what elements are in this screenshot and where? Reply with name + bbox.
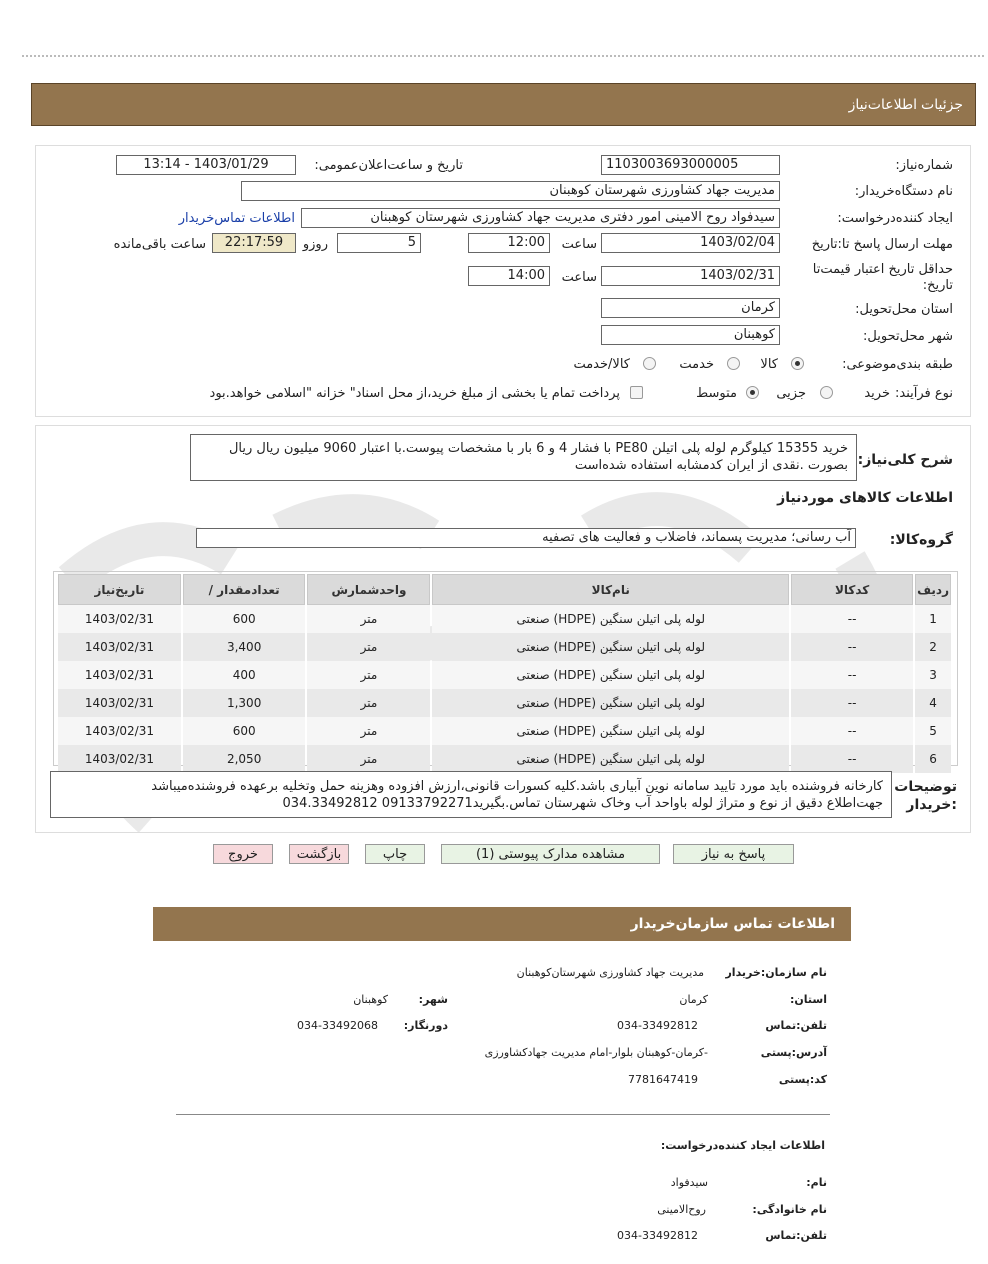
contact-city-value: کوهبنان bbox=[353, 993, 388, 1006]
province-label: استان محل‌تحویل: bbox=[855, 302, 953, 317]
description-line-2: بصورت .نقدی از ایران کدمشابه استفاده شده‌است bbox=[574, 458, 848, 473]
need-number-field: 1103003693000005 bbox=[601, 155, 780, 175]
item-code: -- bbox=[791, 689, 913, 717]
reply-time-label: ساعت bbox=[561, 237, 597, 252]
print-button[interactable]: چاپ bbox=[365, 844, 425, 864]
item-date: 1403/02/31 bbox=[58, 605, 181, 633]
category-radio-goods[interactable] bbox=[791, 357, 804, 370]
tab-need-info[interactable]: اطلاعات‌نیاز bbox=[848, 97, 917, 113]
item-quantity: 600 bbox=[183, 717, 306, 745]
announce-label: تاریخ و ساعت‌اعلان‌عمومی: bbox=[314, 158, 463, 173]
col-date-header: تاریخ‌نیاز bbox=[58, 574, 181, 605]
col-qty-header: تعدادمقدار / bbox=[183, 574, 306, 605]
item-unit: متر bbox=[307, 689, 430, 717]
item-name: لوله پلی اتیلن سنگین (HDPE) صنعتی bbox=[432, 605, 789, 633]
col-name-header: نام‌کالا bbox=[432, 574, 789, 605]
announce-field: 1403/01/29 - 13:14 bbox=[116, 155, 296, 175]
row-number: 2 bbox=[915, 633, 951, 661]
item-quantity: 600 bbox=[183, 605, 306, 633]
reply-date-field: 1403/02/04 bbox=[601, 233, 780, 253]
buyer-notes-label-1: توضیحات bbox=[894, 779, 957, 795]
contact-title-bar bbox=[153, 907, 851, 941]
items-table bbox=[56, 574, 953, 773]
table-row bbox=[58, 745, 951, 773]
item-code: -- bbox=[791, 633, 913, 661]
item-name: لوله پلی اتیلن سنگین (HDPE) صنعتی bbox=[432, 661, 789, 689]
item-code: -- bbox=[791, 745, 913, 773]
table-row bbox=[58, 633, 951, 661]
description-box bbox=[190, 434, 857, 481]
item-quantity: 400 bbox=[183, 661, 306, 689]
item-quantity: 3,400 bbox=[183, 633, 306, 661]
item-date: 1403/02/31 bbox=[58, 717, 181, 745]
view-attachments-button[interactable]: مشاهده مدارک پیوستی (1) bbox=[441, 844, 660, 864]
item-unit: متر bbox=[307, 717, 430, 745]
treasury-checkbox[interactable] bbox=[630, 386, 643, 399]
contact-postal-value: 7781647419 bbox=[628, 1073, 698, 1086]
creator-name-label: نام: bbox=[806, 1176, 827, 1189]
item-date: 1403/02/31 bbox=[58, 633, 181, 661]
item-code: -- bbox=[791, 717, 913, 745]
contact-province-label: استان: bbox=[790, 993, 827, 1006]
row-number: 6 bbox=[915, 745, 951, 773]
creator-phone-value: 034-33492812 bbox=[617, 1229, 698, 1242]
contact-province-value: کرمان bbox=[679, 993, 708, 1006]
col-row-header: ردیف bbox=[915, 574, 951, 605]
creator-phone-label: تلفن:تماس bbox=[765, 1229, 827, 1242]
reply-deadline-label: مهلت ارسال پاسخ تا:تاریخ bbox=[811, 237, 953, 252]
item-unit: متر bbox=[307, 745, 430, 773]
buyer-org-field: مدیریت جهاد کشاورزی شهرستان کوهبنان bbox=[241, 181, 780, 201]
category-service-label: خدمت bbox=[679, 357, 714, 372]
reply-button[interactable]: پاسخ به نیاز bbox=[673, 844, 794, 864]
row-number: 5 bbox=[915, 717, 951, 745]
reply-time-field: 12:00 bbox=[468, 233, 550, 253]
item-date: 1403/02/31 bbox=[58, 689, 181, 717]
category-label: طبقه بندی‌موضوعی: bbox=[842, 357, 953, 372]
buyer-notes-box bbox=[50, 771, 892, 818]
city-field: کوهبنان bbox=[601, 325, 780, 345]
col-code-header: کدکالا bbox=[791, 574, 913, 605]
category-goods-label: کالا bbox=[760, 357, 778, 372]
need-number-label: شماره‌نیاز: bbox=[895, 158, 953, 173]
contact-phone-label: تلفن:تماس bbox=[765, 1019, 827, 1032]
item-quantity: 2,050 bbox=[183, 745, 306, 773]
table-row bbox=[58, 605, 951, 633]
remaining-label: ساعت باقی‌مانده bbox=[113, 237, 206, 252]
contact-city-label: شهر: bbox=[418, 993, 448, 1006]
contact-title: اطلاعات تماس سازمان‌خریدار bbox=[630, 916, 835, 932]
buyer-notes-line-2: جهت‌اطلاع دقیق از نوع و متراژ لوله باواحد آب وخاک شهرستان تماس.بگیرید09133792271 034.33492812 bbox=[282, 796, 883, 811]
category-radio-service[interactable] bbox=[727, 357, 740, 370]
category-goods-service-label: کالا/خدمت bbox=[573, 357, 630, 372]
item-unit: متر bbox=[307, 633, 430, 661]
creator-family-value: روح‌الامینی bbox=[657, 1203, 706, 1216]
buyer-org-label: نام دستگاه‌خریدار: bbox=[854, 184, 953, 199]
row-number: 1 bbox=[915, 605, 951, 633]
creator-name-value: سیدفواد bbox=[670, 1176, 708, 1189]
creator-label: ایجاد کننده‌درخواست: bbox=[837, 211, 953, 226]
header-bar bbox=[31, 83, 976, 126]
validity-label-2: تاریخ: bbox=[922, 278, 953, 293]
remaining-time-field: 22:17:59 bbox=[212, 233, 296, 253]
item-name: لوله پلی اتیلن سنگین (HDPE) صنعتی bbox=[432, 689, 789, 717]
item-name: لوله پلی اتیلن سنگین (HDPE) صنعتی bbox=[432, 745, 789, 773]
tab-details[interactable]: جزئیات bbox=[921, 97, 963, 113]
table-row bbox=[58, 689, 951, 717]
validity-time-label: ساعت bbox=[561, 270, 597, 285]
item-unit: متر bbox=[307, 661, 430, 689]
row-number: 4 bbox=[915, 689, 951, 717]
contact-address-label: آدرس:پستی bbox=[760, 1046, 827, 1059]
item-date: 1403/02/31 bbox=[58, 661, 181, 689]
process-purchase-label: خرید bbox=[864, 386, 890, 401]
contact-fax-label: دورنگار: bbox=[403, 1019, 448, 1032]
goods-group-field: آب رسانی؛ مدیریت پسماند، فاضلاب و فعالیت های تصفیه bbox=[196, 528, 856, 548]
table-row bbox=[58, 661, 951, 689]
category-radio-goods-service[interactable] bbox=[643, 357, 656, 370]
top-divider bbox=[22, 55, 984, 57]
contact-address-value: -کرمان-کوهبنان بلوار-امام مدیریت جهادکشاورزی bbox=[484, 1046, 708, 1059]
description-line-1: خرید 15355 کیلوگرم لوله پلی اتیلن PE80 با فشار 4 و 6 بار با مشخصات پیوست.با اعتبار 9060 میلیون ریال ریال bbox=[228, 441, 848, 456]
table-row bbox=[58, 717, 951, 745]
validity-label-1: حداقل تاریخ اعتبار قیمت‌تا bbox=[812, 262, 953, 277]
buyer-notes-line-1: کارخانه فروشنده باید مورد تایید سامانه نوین آبیاری باشد.کلیه کسورات قانونی،ارزش افزوده وهزینه حمل وتخلیه برعهده فروشنده‌میباشد bbox=[151, 779, 883, 794]
contact-org-value: مدیریت جهاد کشاورزی شهرستان‌کوهبنان bbox=[516, 966, 704, 979]
days-field: 5 bbox=[337, 233, 421, 253]
treasury-text: پرداخت تمام یا بخشی از مبلغ خرید،از محل اسناد" خزانه "اسلامی خواهد.بود bbox=[209, 386, 620, 401]
contact-org-label: نام سازمان:خریدار bbox=[725, 966, 827, 979]
item-name: لوله پلی اتیلن سنگین (HDPE) صنعتی bbox=[432, 717, 789, 745]
process-radio-minor[interactable] bbox=[820, 386, 833, 399]
contact-divider bbox=[176, 1114, 830, 1115]
back-button[interactable]: بازگشت bbox=[289, 844, 349, 864]
contact-postal-label: کد:پستی bbox=[778, 1073, 827, 1086]
province-field: کرمان bbox=[601, 298, 780, 318]
goods-info-title: اطلاعات کالاهای موردنیاز bbox=[777, 490, 953, 506]
description-label: شرح کلی‌نیاز: bbox=[857, 452, 953, 468]
item-date: 1403/02/31 bbox=[58, 745, 181, 773]
contact-fax-value: 034-33492068 bbox=[297, 1019, 378, 1032]
contact-phone-value: 034-33492812 bbox=[617, 1019, 698, 1032]
process-medium-label: متوسط bbox=[696, 386, 737, 401]
creator-field: سیدفواد روح الامینی امور دفتری مدیریت جهاد کشاورزی شهرستان کوهبنان bbox=[301, 208, 780, 228]
process-label: نوع فرآیند: bbox=[895, 386, 953, 401]
creator-family-label: نام خانوادگی: bbox=[752, 1203, 827, 1216]
exit-button[interactable]: خروج bbox=[213, 844, 273, 864]
item-code: -- bbox=[791, 605, 913, 633]
item-quantity: 1,300 bbox=[183, 689, 306, 717]
creator-info-title: اطلاعات ایجاد کننده‌درخواست: bbox=[660, 1139, 825, 1152]
days-label: روزو bbox=[302, 237, 328, 252]
process-radio-medium[interactable] bbox=[746, 386, 759, 399]
process-minor-label: جزیی bbox=[776, 386, 806, 401]
buyer-contact-link[interactable]: اطلاعات تماس‌خریدار bbox=[178, 211, 295, 226]
goods-group-label: گروه‌کالا: bbox=[889, 532, 953, 548]
item-unit: متر bbox=[307, 605, 430, 633]
item-name: لوله پلی اتیلن سنگین (HDPE) صنعتی bbox=[432, 633, 789, 661]
col-unit-header: واحدشمارش bbox=[307, 574, 430, 605]
city-label: شهر محل‌تحویل: bbox=[863, 329, 953, 344]
buyer-notes-label-2: :خریدار bbox=[906, 797, 957, 813]
validity-time-field: 14:00 bbox=[468, 266, 550, 286]
item-code: -- bbox=[791, 661, 913, 689]
validity-date-field: 1403/02/31 bbox=[601, 266, 780, 286]
row-number: 3 bbox=[915, 661, 951, 689]
